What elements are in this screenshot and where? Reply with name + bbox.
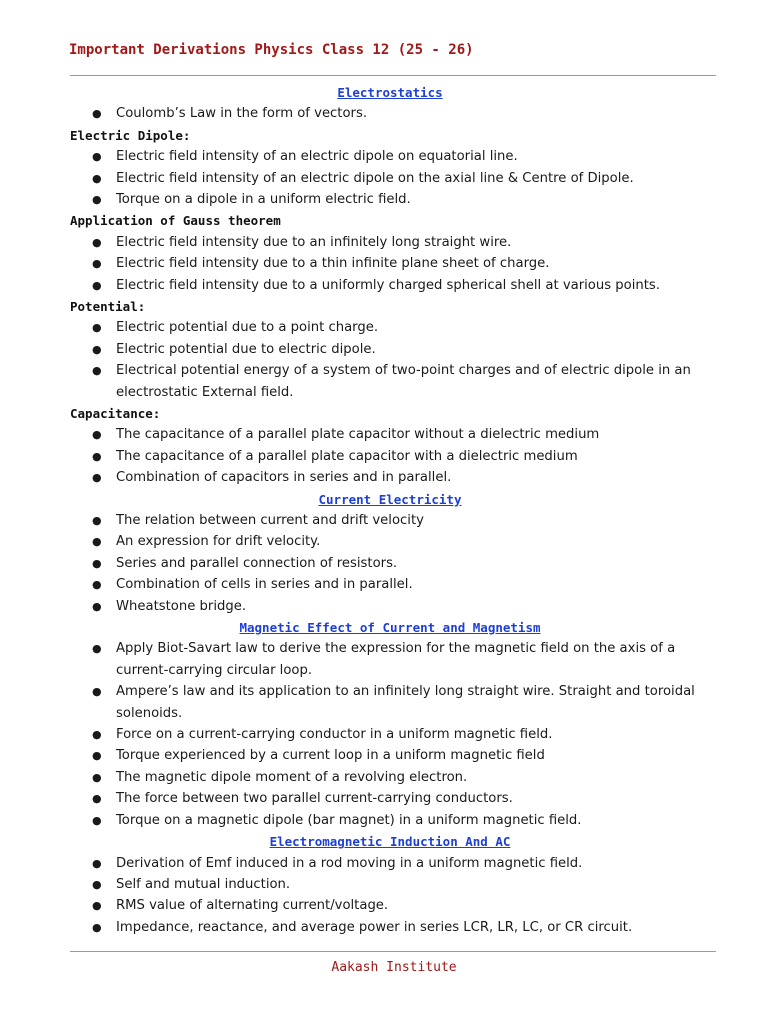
bullet-list <box>70 510 710 617</box>
bullet-icon: ● <box>92 342 102 356</box>
list-item-text: Electrical potential energy of a system of two-point charges and of electric dipole in an electrostatic External field. <box>116 363 691 400</box>
header-divider <box>70 75 716 76</box>
bullet-list <box>70 232 710 296</box>
list-item <box>70 103 710 124</box>
bullet-icon: ● <box>92 685 102 699</box>
list-item-text: Electric field intensity due to a uniformly charged spherical shell at various points. <box>116 277 660 293</box>
list-item <box>70 424 710 445</box>
list-item <box>70 767 710 788</box>
list-item-text: The force between two parallel current-carrying conductors. <box>116 791 513 807</box>
list-item-text: Self and mutual induction. <box>116 876 291 892</box>
list-item-text: Electric field intensity of an electric dipole on equatorial line. <box>116 149 518 165</box>
list-item <box>70 853 710 874</box>
list-item <box>70 788 710 809</box>
list-item <box>70 638 710 681</box>
list-item <box>70 681 710 724</box>
bullet-list <box>70 103 710 124</box>
section-title: Electrostatics <box>337 85 443 100</box>
document-body <box>70 82 710 938</box>
bullet-icon: ● <box>92 514 102 528</box>
list-item-text: Electric potential due to a point charge. <box>116 320 379 336</box>
list-item-text: Derivation of Emf induced in a rod moving in a uniform magnetic field. <box>116 855 583 871</box>
list-item-text: Electric field intensity due to an infinitely long straight wire. <box>116 234 512 250</box>
list-item-text: Wheatstone bridge. <box>116 598 247 614</box>
list-item <box>70 253 710 274</box>
section-title: Electromagnetic Induction And AC <box>269 834 511 850</box>
list-item-text: The magnetic dipole moment of a revolving electron. <box>116 769 468 785</box>
list-item-text: Impedance, reactance, and average power in series LCR, LR, LC, or CR circuit. <box>116 919 633 935</box>
section <box>70 831 710 938</box>
list-item <box>70 895 710 916</box>
bullet-icon: ● <box>92 599 102 613</box>
list-item <box>70 874 710 895</box>
section-title: Current Electricity <box>318 491 462 507</box>
bullet-icon: ● <box>92 792 102 806</box>
list-item <box>70 596 710 617</box>
bullet-icon: ● <box>92 899 102 913</box>
list-item <box>70 917 710 938</box>
bullet-list <box>70 853 710 939</box>
list-item-text: Torque on a dipole in a uniform electric field. <box>116 192 411 207</box>
bullet-icon: ● <box>92 813 102 827</box>
list-item <box>70 553 710 574</box>
list-item <box>70 745 710 766</box>
bullet-icon: ● <box>92 257 102 271</box>
bullet-icon: ● <box>92 428 102 442</box>
section <box>70 82 710 489</box>
list-item-text: Electric potential due to electric dipole. <box>116 341 376 357</box>
bullet-icon: ● <box>92 556 102 570</box>
subsection-heading: Capacitance: <box>70 406 161 422</box>
list-item-text: The capacitance of a parallel plate capacitor with a dielectric medium <box>116 448 578 464</box>
list-item-text: Electric field intensity due to a thin infinite plane sheet of charge. <box>116 256 550 272</box>
list-item <box>70 189 710 210</box>
bullet-icon: ● <box>92 150 102 164</box>
list-item-text: Apply Biot-Savart law to derive the expression for the magnetic field on the axis of a current-carrying circular loop. <box>116 641 676 678</box>
list-item <box>70 146 710 167</box>
list-item-text: Torque experienced by a current loop in a uniform magnetic field <box>116 748 545 764</box>
bullet-icon: ● <box>92 642 102 656</box>
section <box>70 617 710 831</box>
bullet-icon: ● <box>92 107 102 121</box>
bullet-icon: ● <box>92 364 102 378</box>
list-item <box>70 467 710 488</box>
list-item-text: The relation between current and drift velocity <box>116 513 424 529</box>
page-footer-text: Aakash Institute <box>331 960 457 975</box>
section-title: Magnetic Effect of Current and Magnetism <box>239 620 541 636</box>
list-item <box>70 810 710 831</box>
bullet-icon: ● <box>92 471 102 485</box>
list-item <box>70 360 710 403</box>
page-header-title: Important Derivations Physics Class 12 (25 - 26) <box>69 42 474 58</box>
list-item <box>70 531 710 552</box>
bullet-icon: ● <box>92 877 102 891</box>
list-item <box>70 275 710 296</box>
bullet-icon: ● <box>92 920 102 934</box>
bullet-icon: ● <box>92 578 102 592</box>
bullet-list <box>70 638 710 831</box>
bullet-icon: ● <box>92 728 102 742</box>
bullet-icon: ● <box>92 171 102 185</box>
list-item <box>70 232 710 253</box>
bullet-list <box>70 317 710 403</box>
list-item <box>70 339 710 360</box>
list-item-text: Series and parallel connection of resistors. <box>116 555 398 571</box>
bullet-icon: ● <box>92 535 102 549</box>
list-item-text: Combination of capacitors in series and in parallel. <box>116 470 452 486</box>
list-item-text: An expression for drift velocity. <box>116 534 321 550</box>
list-item-text: Electric field intensity of an electric dipole on the axial line & Centre of Dipole. <box>116 170 634 186</box>
bullet-icon: ● <box>92 193 102 206</box>
list-item <box>70 446 710 467</box>
subsection-heading: Application of Gauss theorem <box>70 213 281 229</box>
subsection-heading: Potential: <box>70 299 146 315</box>
bullet-icon: ● <box>92 749 102 763</box>
list-item-text: Ampere’s law and its application to an infinitely long straight wire. Straight and toroidal solenoids. <box>116 684 695 721</box>
list-item-text: Force on a current-carrying conductor in a uniform magnetic field. <box>116 727 553 743</box>
list-item <box>70 574 710 595</box>
bullet-icon: ● <box>92 770 102 784</box>
bullet-icon: ● <box>92 278 102 292</box>
bullet-icon: ● <box>92 856 102 870</box>
list-item-text: Coulomb’s Law in the form of vectors. <box>116 106 368 122</box>
list-item <box>70 317 710 338</box>
list-item-text: Combination of cells in series and in parallel. <box>116 577 413 593</box>
bullet-icon: ● <box>92 449 102 463</box>
list-item-text: Torque on a magnetic dipole (bar magnet) in a uniform magnetic field. <box>116 812 582 828</box>
list-item <box>70 724 710 745</box>
list-item-text: The capacitance of a parallel plate capacitor without a dielectric medium <box>116 427 600 443</box>
bullet-list <box>70 424 710 488</box>
list-item-text: RMS value of alternating current/voltage. <box>116 898 389 914</box>
footer-divider <box>70 951 716 952</box>
section <box>70 489 710 617</box>
bullet-icon: ● <box>92 235 102 249</box>
bullet-list <box>70 146 710 210</box>
subsection-heading: Electric Dipole: <box>70 127 191 143</box>
list-item <box>70 168 710 189</box>
list-item <box>70 510 710 531</box>
bullet-icon: ● <box>92 321 102 335</box>
